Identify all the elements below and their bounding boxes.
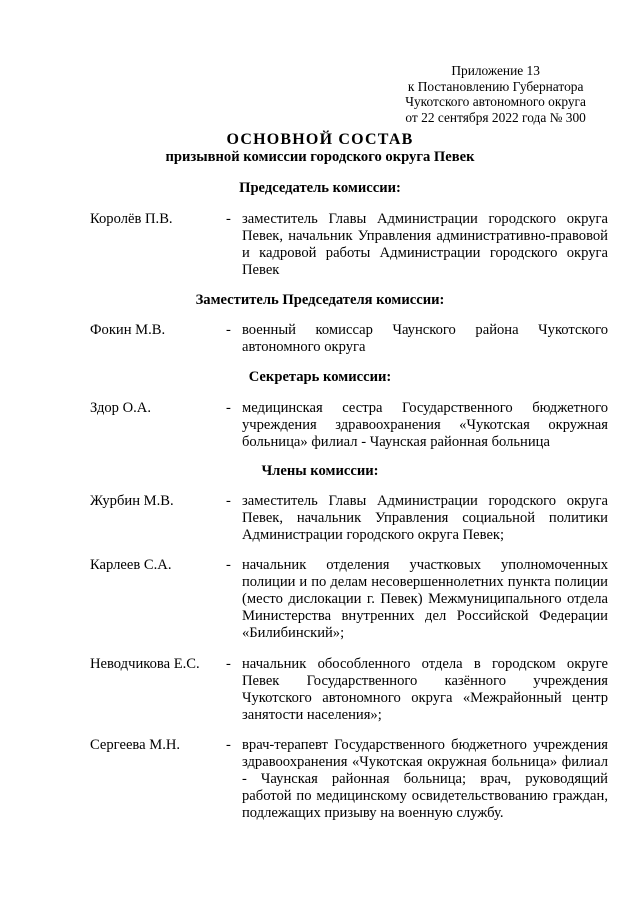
- member-role: начальник отделения участковых уполномоченных полиции и по делам несовершеннолетних пункта полиции (место дислокации г. Певек) Межмуниципального отдела Министерства внутренних дел Российской Федерации «Билибинский»;: [242, 557, 608, 641]
- member-dash: -: [226, 656, 231, 672]
- member-name: Журбин М.В.: [90, 493, 174, 509]
- member-dash: -: [226, 211, 231, 227]
- member-role: начальник обособленного отдела в городском округе Певек Государственного казённого учреждения Чукотского автономного округа «Межрайонный центр занятости населения»;: [242, 656, 608, 723]
- member-role: военный комиссар Чаунского района Чукотского автономного округа: [242, 322, 608, 355]
- document-title: [0, 130, 640, 166]
- section-members-heading: Члены комиссии:: [261, 463, 379, 479]
- appendix-line: Приложение 13: [451, 63, 540, 78]
- appendix-block: [405, 63, 586, 125]
- member-role: медицинская сестра Государственного бюджетного учреждения здравоохранения «Чукотская окружная больница» филиал - Чаунская районная больница: [242, 400, 608, 450]
- appendix-line: к Постановлению Губернатора: [407, 78, 584, 94]
- member-dash: -: [226, 737, 231, 753]
- member-role: врач-терапевт Государственного бюджетного учреждения здравоохранения «Чукотская окружная больница» филиал - Чаунская районная больница; врач, руководящий работой по медицинскому освидетельствованию граждан, подлежащих призыву на военную службу.: [242, 737, 608, 821]
- member-role: заместитель Главы Администрации городского округа Певек, начальник Управления социальной политики Администрации городского округа Певек;: [242, 493, 608, 543]
- appendix-line: от 22 сентября 2022 года № 300: [405, 109, 586, 125]
- member-name: Фокин М.В.: [90, 322, 166, 338]
- member-name: Неводчикова Е.С.: [90, 656, 200, 672]
- section-secretary-heading: Секретарь комиссии:: [248, 369, 392, 385]
- member-dash: -: [226, 400, 231, 416]
- member-dash: -: [226, 493, 231, 509]
- member-name: Королёв П.В.: [90, 211, 173, 227]
- appendix-line: Чукотского автономного округа: [405, 94, 586, 109]
- member-dash: -: [226, 557, 231, 573]
- member-dash: -: [226, 322, 231, 338]
- title-sub: призывной комиссии городского округа Певек: [165, 149, 475, 165]
- member-name: Здор О.А.: [90, 400, 151, 416]
- section-deputy-heading: Заместитель Председателя комиссии:: [195, 292, 445, 308]
- member-role: заместитель Главы Администрации городского округа Певек, начальник Управления административно-правовой и кадровой работы Администрации городского округа Певек: [242, 211, 608, 278]
- title-main: ОСНОВНОЙ СОСТАВ: [226, 131, 414, 148]
- member-name: Карлеев С.А.: [90, 557, 172, 573]
- member-name: Сергеева М.Н.: [90, 737, 181, 753]
- section-chair-heading: Председатель комиссии:: [239, 180, 401, 196]
